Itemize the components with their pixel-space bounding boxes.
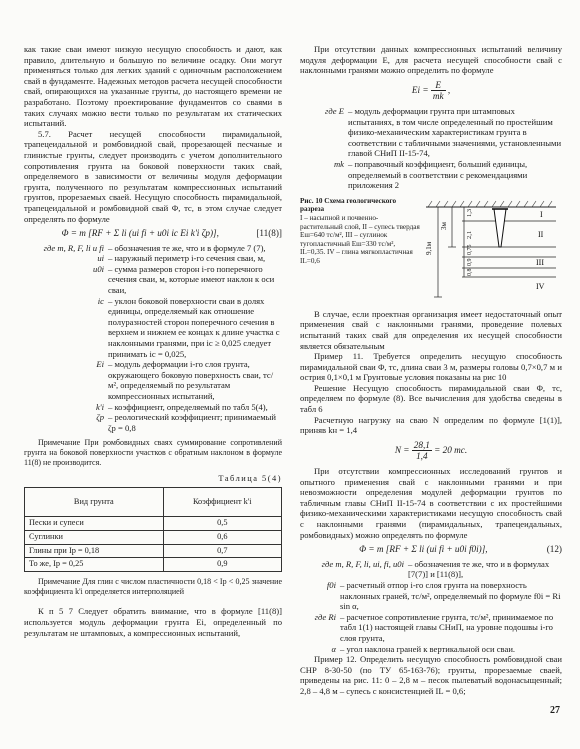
definition-item: ui – наружный периметр i-го сечения сваи, м, [97,253,266,264]
figure-10 [300,197,562,305]
formula-load: N = $\frac{28,1}{1,4}$ = 20 тс. [394,439,468,462]
formula-11-expression: Φ = m [RF + Σ li (ui fi + u0i iс Ei k'i ζр)], [61,228,219,239]
definition-item: где E – модуль деформации грунта при штамповых испытаниях, в том числе определенный по простейшим физико-механическим характеристикам грунта в соответствии с табличными значениями, установленными главой СНиП II-15-74, [324,105,562,159]
definition-item: где m, R, F, li, ui, fi, u0i – обозначения те же, что и в формулах [7(7)] и [11(8)], [321,558,550,580]
paragraph-5-7: 5.7. Расчет несущей способности пирамидальной, трапецеидальной и ромбовидной свай, прорезающей песчаные и глинистые грунты, следует производить с учетом дополнительного сопротивления грунта на боковой поверхности таких свай, определяемого в зависимости от величины модуля деформации грунта, полученного по результатам компрессионных испытаний грунтов, прорезаемых сваей. Несущую способность пирамидальной, трапецеидальной и ромбовидной свай Φ, тс, в этом случае следует определять по формуле [24,128,282,224]
label-depth-5: 0,8 [467,268,473,276]
formula-11-number: [11(8)] [256,228,282,239]
example-11-solution: Решение Несущую способность пирамидальной сваи Φ, тс, определяем по формуле (8). Все вычисления для удобства сведены в табл 6 [300,382,562,415]
label-depth-4: 0,9 [467,258,473,266]
label-layer-3: III [536,257,544,267]
definition-item: f0i – расчетный отпор i-го слоя грунта на поверхность наклонных граней, тс/м², определяемый по формуле f0i = Ri sin α, [326,579,561,612]
figure-caption-text: I – насыпной и почвенно-растительный слой, II – супесь твердая Eш=640 тс/м², III – суглинок тугопластичный Eш=330 тс/м², IL=0,35. IV – глина мягкопластичная IL=0,6 [300,213,420,265]
paragraph-no-compression: При отсутствии компрессионных исследований грунтов и опытного применения свай с наклонными гранями и при невозможности определения модулей деформации грунтов по табличным главы СНиП II-15-74 в соответствии с их простейшими физико-механическими характеристиками несущую способность свай с наклонными гранями (пирамидальных, трапецеидальных, ромбовидных) можно определять по формуле [300,466,562,540]
geological-section-diagram [422,197,560,303]
definition-item: ζр – реологический коэффициент; принимаемый ζр = 0,8 [96,412,277,433]
table-row: Пески и супеси 0,5 [25,517,282,531]
table-title: Таблица 5(4) [218,473,282,483]
figure-caption [300,197,420,266]
definition-item: k'i – коэффициент, определяемый по табл 5(4), [95,401,268,412]
formula-12 [300,544,562,555]
label-depth-3: 0,75 [467,244,473,255]
example-12: Пример 12. Определить несущую способность ромбовидной сваи СНР 8-30-50 (по ТУ 65-163-76); грунты, прорезаемые сваей, приведены на рис. 11: 0 – 2,8 м – песок пылеватый водонасыщенный; 2,8 – 4,8 м – супесь с консистенцией IL = 0,6; [300,654,562,696]
label-total-depth: 9,1м [425,241,433,255]
note-clay-interpolation: Примечание Для глин с числом пластичности 0,18 < Iр < 0,25 значение коэффициента k'i определяется интерполяцией [24,576,282,596]
label-depth-2: 2,1 [466,230,473,239]
definition-item: где m, R, F, li и fi – обозначения те же, что и в формуле 7 (7), [43,242,266,253]
definitions-modulus [300,106,562,191]
formula-11 [24,228,282,239]
formula-load-fraction: $\frac{28,1}{1,4}$ [413,439,430,462]
label-depth-1: 1,3 [466,208,473,217]
table-row: То же, Iр = 0,25 0,9 [25,558,282,572]
paragraph-intro-left: как такие сваи имеют низкую несущую способность и дают, как правило, длительную и большую по величине осадку. Они могут применяться только для легких зданий с одиночным расположением свай в фундаменте. Надежных методов расчета несущей способности свай, опирающихся на указанные грунты, до настоящего времени не разработано. Поэтому проектирование фундаментов со сваями в таких случаях можно вести только по результатам их статических испытаний. [24,44,282,129]
label-layer-2: II [538,229,544,239]
definition-item: Ei – модуль деформации i-го слоя грунта, окружающего боковую поверхность сваи, тс/м², определяемый по результатам компрессионных испытаний, [96,359,274,401]
table-row: Суглинки 0,6 [25,530,282,544]
label-layer-1: I [540,209,543,219]
definition-item: где Ri – расчетное сопротивление грунта, тс/м², принимаемое по табл 1(1) настоящей главы СНиП, на уровне подошвы i-го слоя грунта, [314,611,554,643]
formula-12-expression: Φ = m [RF + Σ li (ui fi + u0i f0i)], [359,544,488,555]
definition-item: u0i – сумма размеров сторон i-го поперечного сечения сваи, м, которые имеют наклон к оси сваи, [93,263,275,296]
figure-caption-title: Рис. 10 Схема геологического разреза [300,196,397,214]
page-number: 27 [550,705,560,716]
left-column [24,44,282,638]
coefficient-table [24,487,282,571]
definitions-formula-12 [300,559,562,654]
table-header-coefficient: Коэффициент k'i [163,488,281,517]
paragraph-intro-right: При отсутствии данных компрессионных испытаний величину модуля деформации E, для расчета несущей способности свай с наклонными гранями можно определить по формуле [300,44,562,76]
table-header-soil: Вид грунта [25,488,164,517]
definition-item: mk – поправочный коэффициент, больший единицы, определяемый в соответствии с рекомендациями приложения 2 [333,158,528,191]
definition-item: iс – уклон боковой поверхности сваи в долях единицы, определяемый как отношение полуразностей сторон поперечного сечения в верхнем и нижнем ее концах к длине участка с наклонными гранями, при iс ≥ 0,025 следует принимать iс = 0,025, [97,295,280,359]
label-pile-length: 3м [440,221,448,230]
note-rhombic-piles: Примечание При ромбовидных сваях суммирование сопротивлений грунта на боковой поверхности участков с обратным наклоном в формуле 11(8) не производится. [24,438,282,467]
formula-12-number: (12) [546,544,562,555]
paragraph-k-5-7: К п 5 7 Следует обратить внимание, что в формуле [11(8)] используется модуль деформации грунта Ei, определенный по результатам не штамповых, а компрессионных испытаний, [24,606,282,638]
label-layer-4: IV [536,281,545,291]
formula-modulus: Ei = $\frac{E}{mk}$ , [411,79,451,102]
definition-item: α – угол наклона граней к вертикальной оси сваи. [331,643,516,654]
paragraph-design-load: Расчетную нагрузку на сваю N определим по формуле [1(1)], приняв kн = 1,4 [300,414,562,436]
definitions-formula-11 [24,243,282,434]
example-11: Пример 11. Требуется определить несущую способность пирамидальной сваи Φ, тс, длина сваи 3 м, размеры головы 0,7×0,7 м и острия 0,1×0,1 м Грунтовые условия показаны на рис 10 [300,351,562,383]
paragraph-field-tests: В случае, если проектная организация имеет недостаточный опыт применения свай с наклонными гранями, проведение полевых испытаний таких свай для определения их несущей способности является обязательным [300,308,562,351]
table-header-row [25,488,282,517]
formula-modulus-fraction: $\frac{E}{mk}$ [432,79,444,102]
table-row: Глины при Iр = 0,18 0,7 [25,544,282,558]
right-column [300,44,562,697]
